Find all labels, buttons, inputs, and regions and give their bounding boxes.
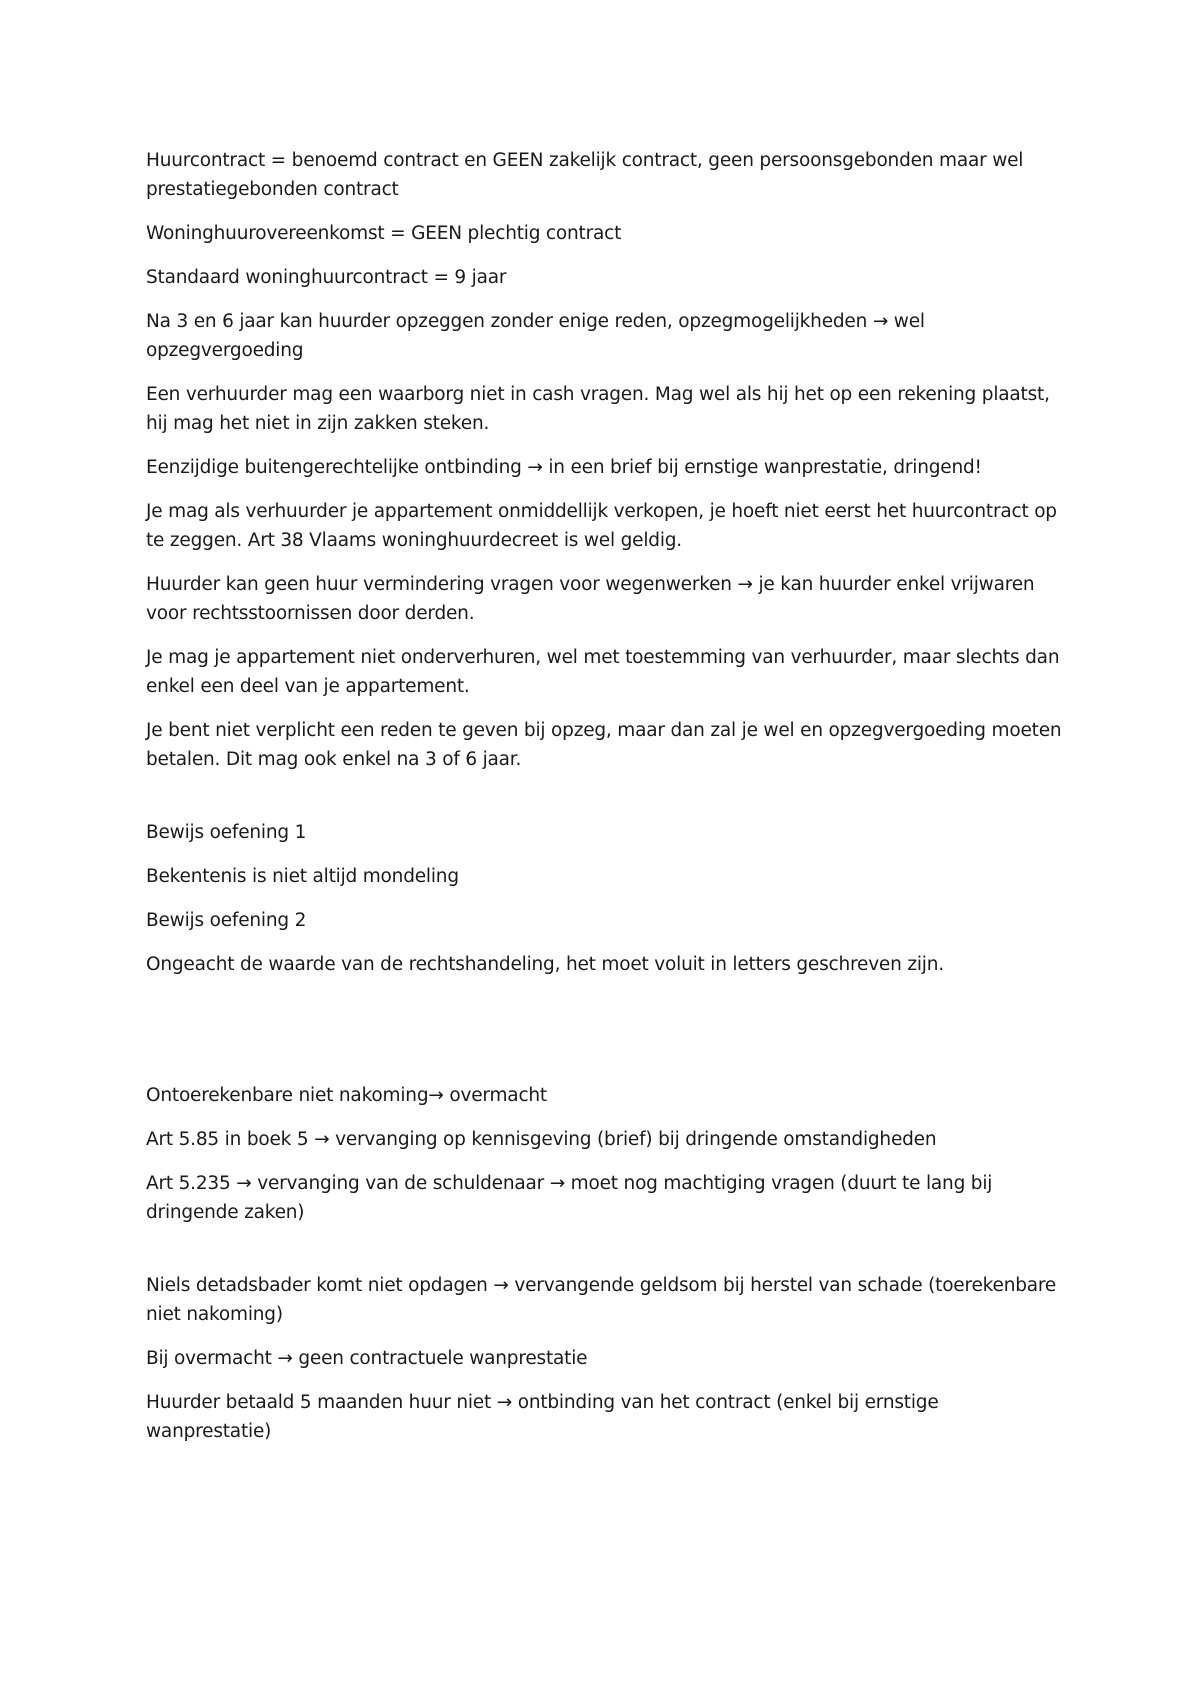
paragraph: Ongeacht de waarde van de rechtshandeling, het moet voluit in letters geschreven zijn. xyxy=(146,954,944,975)
paragraph: Bij overmacht → geen contractuele wanprestatie xyxy=(146,1348,588,1369)
paragraph: Bewijs oefening 2 xyxy=(146,910,307,931)
section-huurcontract xyxy=(146,146,1066,774)
document-body xyxy=(146,146,1066,1461)
paragraph: Na 3 en 6 jaar kan huurder opzeggen zonder enige reden, opzegmogelijkheden → wel opzegvergoeding xyxy=(146,311,931,361)
paragraph: Niels detadsbader komt niet opdagen → vervangende geldsom bij herstel van schade (toerekenbare niet nakoming) xyxy=(146,1275,1062,1325)
paragraph: Je mag je appartement niet onderverhuren, wel met toestemming van verhuurder, maar slechts dan enkel een deel van je appartement. xyxy=(146,647,1066,697)
paragraph: Je bent niet verplicht een reden te geven bij opzeg, maar dan zal je wel en opzegvergoeding moeten betalen. Dit mag ook enkel na 3 of 6 jaar. xyxy=(146,720,1068,770)
paragraph: Art 5.235 → vervanging van de schuldenaar → moet nog machtiging vragen (duurt te lang bij dringende zaken) xyxy=(146,1173,998,1223)
paragraph: Je mag als verhuurder je appartement onmiddellijk verkopen, je hoeft niet eerst het huurcontract op te zeggen. Art 38 Vlaams woninghuurdecreet is wel geldig. xyxy=(146,501,1063,551)
paragraph: Ontoerekenbare niet nakoming→ overmacht xyxy=(146,1085,547,1106)
paragraph: Standaard woninghuurcontract = 9 jaar xyxy=(146,267,507,288)
paragraph: Huurder kan geen huur vermindering vragen voor wegenwerken → je kan huurder enkel vrijwaren voor rechtsstoornissen door derden. xyxy=(146,574,1041,624)
paragraph: Huurcontract = benoemd contract en GEEN zakelijk contract, geen persoonsgebonden maar wel prestatiegebonden contract xyxy=(146,150,1029,200)
section-wanprestatie xyxy=(146,1271,1066,1446)
paragraph: Bekentenis is niet altijd mondeling xyxy=(146,866,459,887)
paragraph: Eenzijdige buitengerechtelijke ontbinding → in een brief bij ernstige wanprestatie, dringend! xyxy=(146,457,982,478)
paragraph: Bewijs oefening 1 xyxy=(146,822,307,843)
section-bewijs xyxy=(146,818,1066,979)
paragraph: Huurder betaald 5 maanden huur niet → ontbinding van het contract (enkel bij ernstige wanprestatie) xyxy=(146,1392,945,1442)
paragraph: Woninghuurovereenkomst = GEEN plechtig contract xyxy=(146,223,622,244)
section-overmacht xyxy=(146,1081,1066,1227)
paragraph: Art 5.85 in boek 5 → vervanging op kennisgeving (brief) bij dringende omstandigheden xyxy=(146,1129,937,1150)
paragraph: Een verhuurder mag een waarborg niet in cash vragen. Mag wel als hij het op een rekening plaatst, hij mag het niet in zijn zakken steken. xyxy=(146,384,1056,434)
